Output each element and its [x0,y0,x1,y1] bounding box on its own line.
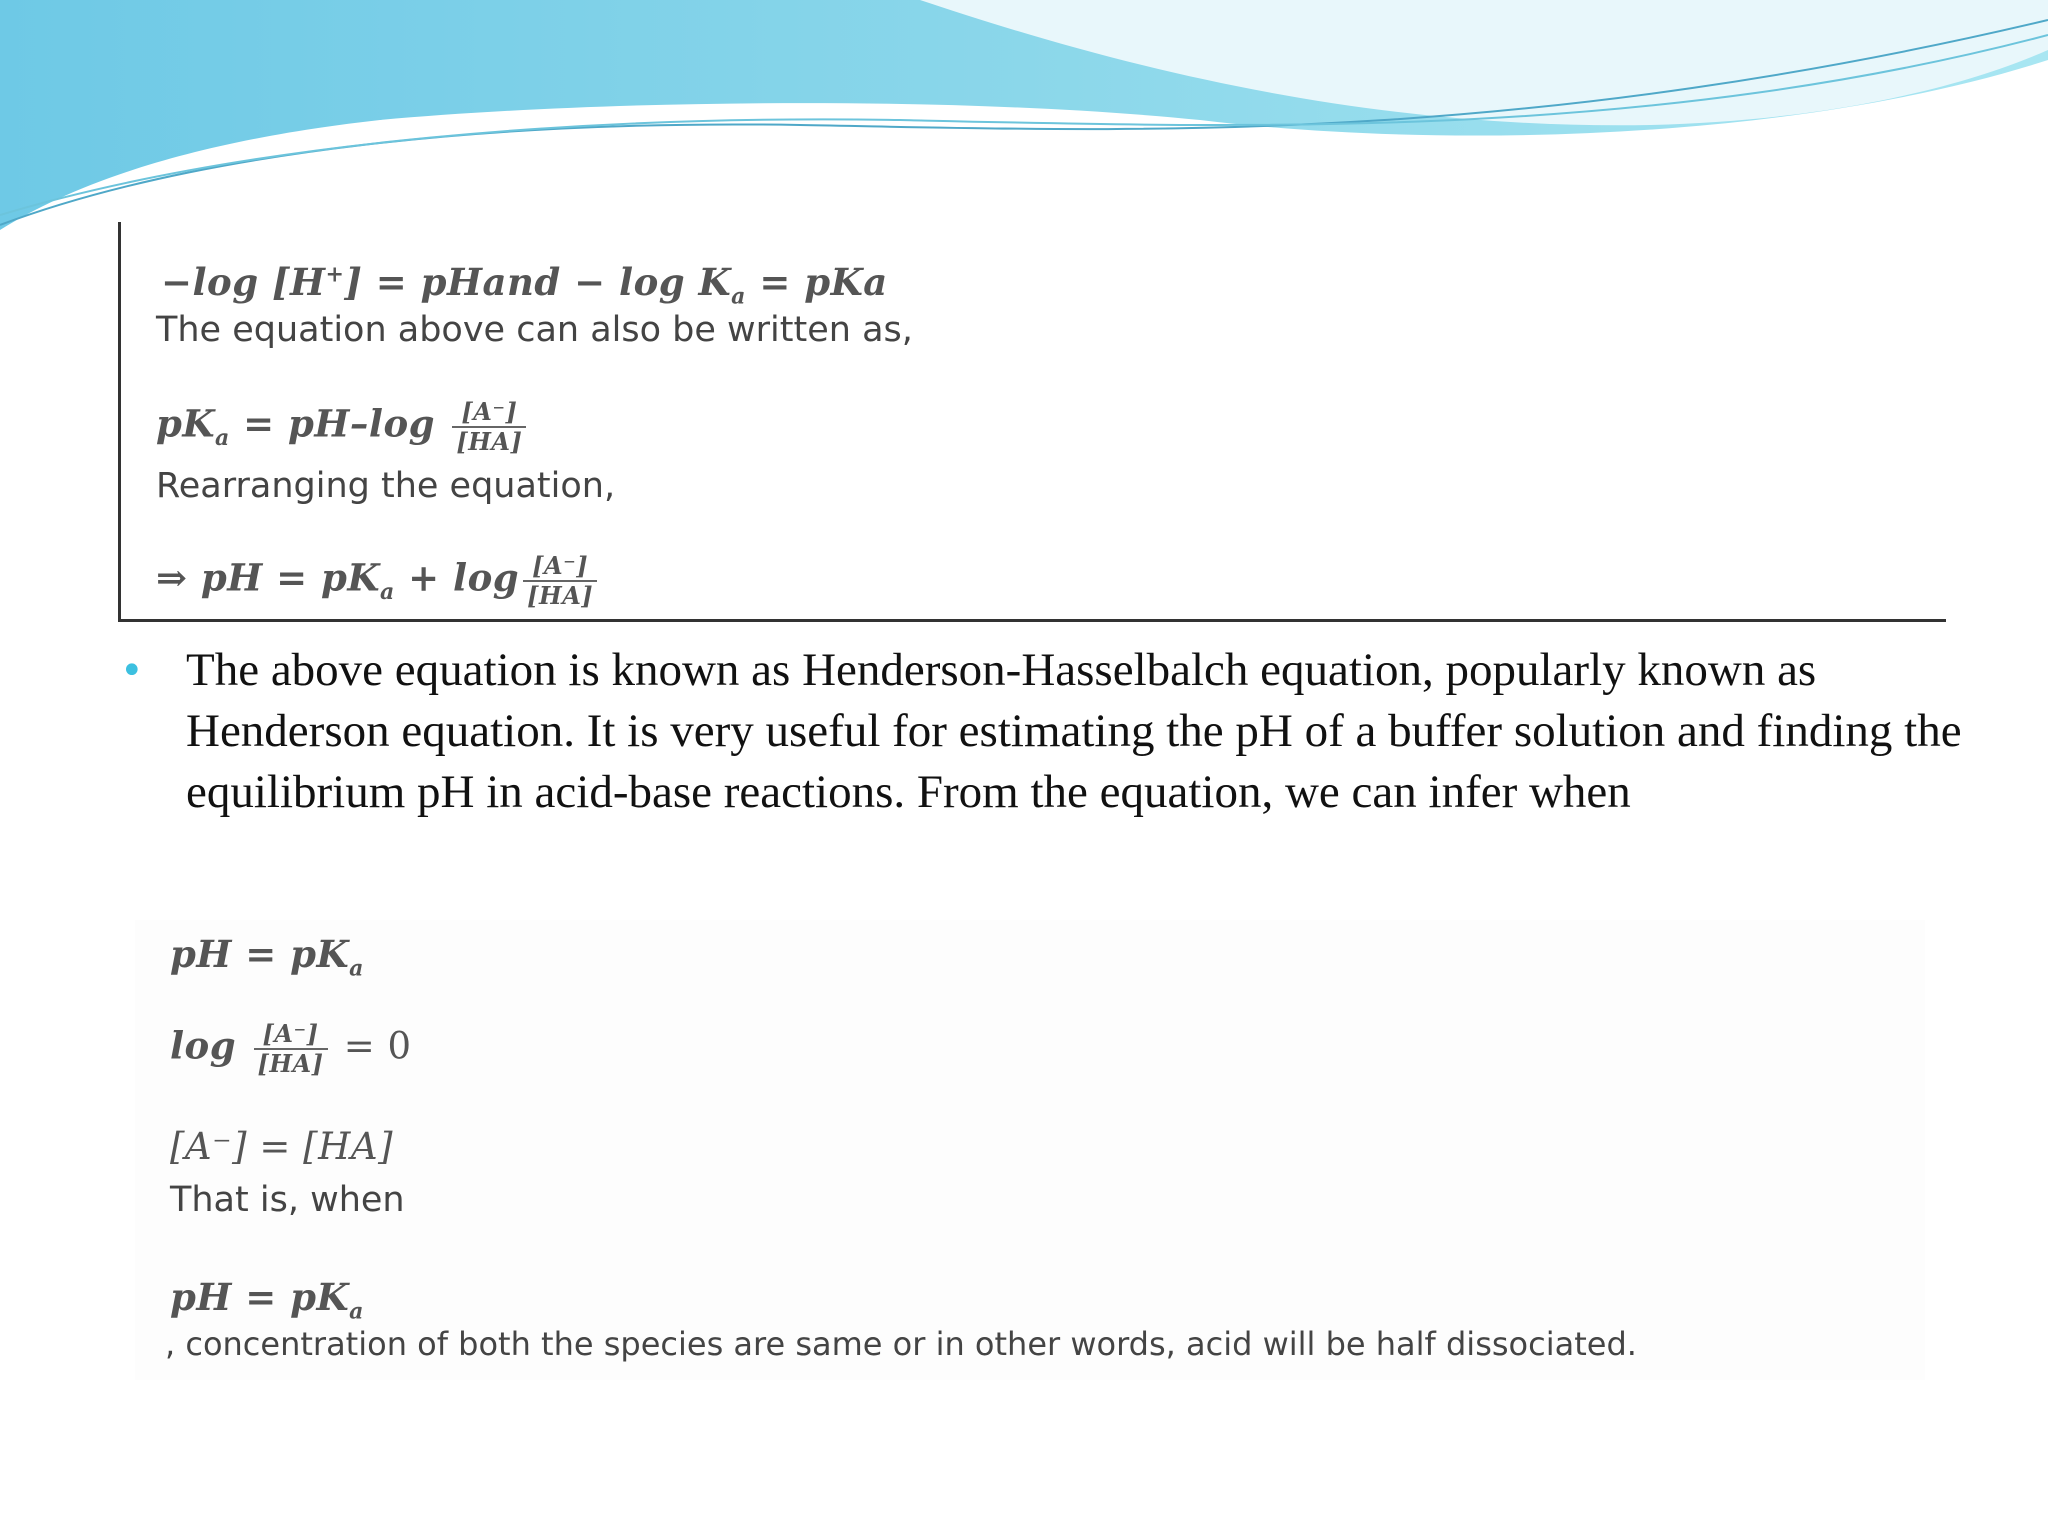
equation-image-top [118,222,1946,622]
equation-henderson: ⇒ pH = $pK_a + \log$ $\frac{[A^-]}{[HA]}$ [156,552,601,610]
equation-pka: $pK_a = pH-\log$ $\frac{[A^-]}{[HA]}$ [156,398,530,456]
note-written-as: The equation above can also be written as, [156,310,913,350]
equation-image-bottom [135,920,1925,1380]
fraction-a-ha: $\frac{[A^-]}{[HA]}$ [452,398,526,456]
note-half-dissociated: , concentration of both the species are same or in other words, acid will be half dissociated. [165,1325,1637,1363]
equation-log-h: −log [H+] = pHand − $\log K_a$ = pKa [161,260,888,310]
bullet-icon: • [120,648,144,694]
note-rearranging: Rearranging the equation, [156,466,616,506]
header-wave-decoration [0,0,2048,240]
fraction-a-ha-2: $\frac{[A^-]}{[HA]}$ [523,552,597,610]
bullet-text: The above equation is known as Henderson-Hasselbalch equation, popularly known as Henderson equation. It is very useful for estimating the pH of a buffer solution and finding the equilibrium pH in acid-base reactions. From the equation, we can infer when [186,644,1962,818]
equation-ph-pka-2: pH = $pK_a$ [170,1275,364,1325]
equation-ph-pka-1: pH = $pK_a$ [170,932,364,982]
equation-log-zero: log $\frac{[A^-]}{[HA]}$ = 0 [170,1019,412,1078]
equation-a-equals-ha: [A⁻] = [HA] [170,1125,394,1168]
fraction-a-ha-3: $\frac{[A^-]}{[HA]}$ [254,1020,328,1078]
note-that-is-when: That is, when [170,1180,405,1220]
